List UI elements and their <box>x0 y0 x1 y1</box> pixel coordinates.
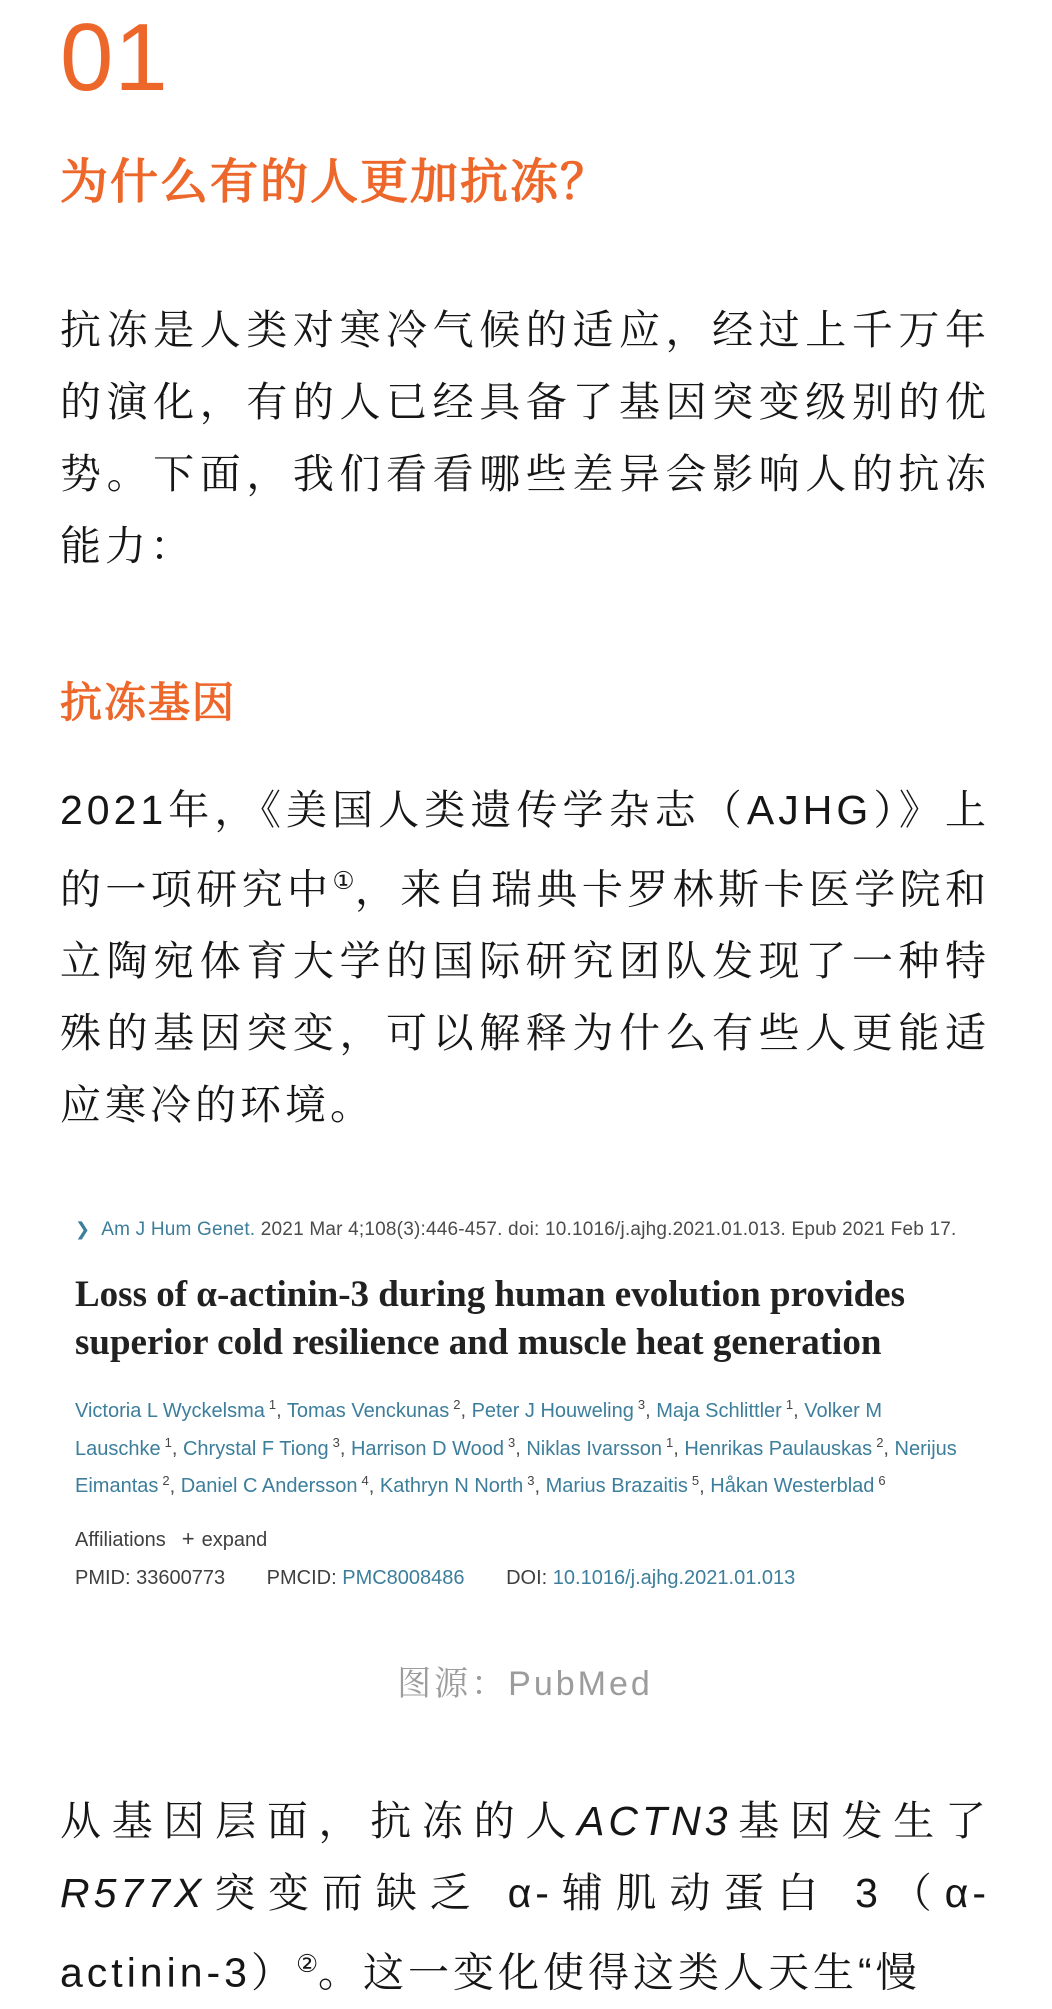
author-link[interactable]: Tomas Venckunas <box>286 1400 450 1423</box>
mutation-name-r577x: R577X <box>60 1870 206 1917</box>
paragraph-study-text: 2021年，《美国人类遗传学杂志（AJHG）》上的一项研究中 <box>60 786 990 913</box>
author-affiliation-sup: 1 <box>164 1435 172 1451</box>
author-separator: , <box>460 1400 472 1423</box>
author-link[interactable]: Marius Brazaitis <box>545 1475 688 1498</box>
author[interactable] <box>350 1435 516 1460</box>
expand-plus-icon[interactable]: + <box>181 1526 195 1552</box>
author-separator: , <box>169 1475 181 1498</box>
identifier-row <box>75 1567 990 1590</box>
paragraph-gene-text: 。这一变化使得这类人天生“慢 <box>318 1950 921 1997</box>
gene-name-actn3: ACTN3 <box>577 1798 732 1845</box>
author-link[interactable]: Volker M Lauschke <box>75 1400 883 1460</box>
pubmed-screenshot <box>60 1219 990 1590</box>
author-separator: , <box>699 1475 711 1498</box>
footnote-ref-2: ② <box>295 1951 319 1979</box>
author[interactable] <box>710 1472 886 1498</box>
author-link[interactable]: Harrison D Wood <box>350 1437 504 1460</box>
author-link[interactable]: Peter J Houweling <box>471 1400 634 1423</box>
doi-group <box>506 1567 795 1589</box>
author-affiliation-sup: 1 <box>785 1397 794 1413</box>
doi-label: DOI: <box>506 1567 548 1590</box>
author-separator: , <box>171 1437 183 1460</box>
author-affiliation-sup: 3 <box>527 1472 535 1488</box>
author-affiliation-sup: 6 <box>878 1472 886 1488</box>
affiliations-row <box>75 1526 990 1552</box>
chevron-right-icon: ❯ <box>75 1219 91 1240</box>
author-affiliation-sup: 2 <box>453 1397 461 1413</box>
journal-link[interactable]: Am J Hum Genet. <box>101 1219 256 1241</box>
author-link[interactable]: Nerijus Eimantas <box>75 1437 957 1498</box>
author-affiliation-sup: 5 <box>691 1472 700 1488</box>
author-link[interactable]: Kathryn N North <box>379 1475 524 1498</box>
image-source-caption: 图源：PubMed <box>397 1665 653 1704</box>
paragraph-gene-text: 突变而缺乏 α-辅肌动蛋白 3（α-actinin-3） <box>60 1870 990 1997</box>
pmid-label: PMID: <box>75 1567 131 1590</box>
author-affiliation-sup: 3 <box>332 1435 340 1451</box>
author-link[interactable]: Daniel C Andersson <box>180 1475 358 1498</box>
author-separator: , <box>276 1400 287 1423</box>
author-separator: , <box>883 1437 895 1460</box>
paragraph-intro: 抗冻是人类对寒冷气候的适应，经过上千万年的演化，有的人已经具备了基因突变级别的优势。下面，我们看看哪些差异会影响人的抗冻能力： <box>60 306 990 569</box>
subheading-antifreeze-gene: 抗冻基因 <box>60 678 237 726</box>
author-separator: , <box>515 1437 527 1460</box>
author-separator: , <box>368 1475 380 1498</box>
author-link[interactable]: Chrystal F Tiong <box>182 1437 329 1460</box>
author-list <box>75 1389 965 1502</box>
author-link[interactable]: Maja Schlittler <box>656 1400 782 1423</box>
paragraph-gene-text: 从基因层面，抗冻的人 <box>60 1798 578 1845</box>
section-title: 为什么有的人更加抗冻？ <box>60 155 611 209</box>
author-affiliation-sup: 3 <box>507 1435 516 1451</box>
author-separator: , <box>645 1400 657 1423</box>
author[interactable] <box>379 1472 535 1498</box>
paragraph-study-text: ，来自瑞典卡罗林斯卡医学院和立陶宛体育大学的国际研究团队发现了一种特殊的基因突变，可以解释为什么有些人更能适应寒冷的环境。 <box>60 866 991 1129</box>
author-affiliation-sup: 4 <box>361 1472 369 1488</box>
paragraph-gene-text: 基因发生了 <box>731 1798 991 1845</box>
author[interactable] <box>75 1397 277 1423</box>
footnote-ref-1: ① <box>332 867 355 895</box>
paragraph-gene <box>60 1785 990 2009</box>
author[interactable] <box>180 1472 369 1498</box>
author-link[interactable]: Håkan Westerblad <box>710 1475 875 1498</box>
author-affiliation-sup: 2 <box>162 1472 170 1488</box>
author[interactable] <box>286 1397 461 1423</box>
author-affiliation-sup: 2 <box>876 1435 884 1451</box>
affiliations-expand-button[interactable]: expand <box>201 1529 268 1552</box>
author[interactable] <box>182 1435 340 1460</box>
author[interactable] <box>684 1435 884 1460</box>
author[interactable] <box>471 1397 646 1423</box>
paper-title: Loss of α-actinin-3 during human evolution provides superior cold resilience and muscle heat generation <box>75 1274 906 1364</box>
pubmed-citation <box>75 1219 990 1241</box>
pmid-group <box>75 1567 225 1589</box>
section-number: 01 <box>60 4 169 111</box>
affiliations-label: Affiliations <box>75 1529 166 1552</box>
author-separator: , <box>534 1475 546 1498</box>
author-separator: , <box>339 1437 351 1460</box>
author-link[interactable]: Victoria L Wyckelsma <box>75 1400 265 1423</box>
paragraph-study <box>60 774 990 1142</box>
author-separator: , <box>793 1400 805 1423</box>
author-affiliation-sup: 1 <box>665 1435 674 1451</box>
pmcid-group <box>267 1567 465 1589</box>
author[interactable] <box>656 1397 794 1423</box>
doi-link[interactable]: 10.1016/j.ajhg.2021.01.013 <box>552 1567 796 1590</box>
author[interactable] <box>545 1472 700 1498</box>
author-separator: , <box>673 1437 685 1460</box>
author[interactable] <box>526 1435 674 1460</box>
author-affiliation-sup: 3 <box>637 1397 646 1413</box>
author-link[interactable]: Henrikas Paulauskas <box>684 1437 873 1460</box>
author-link[interactable]: Niklas Ivarsson <box>526 1437 662 1460</box>
citation-details: 2021 Mar 4;108(3):446-457. doi: 10.1016/j.ajhg.2021.01.013. Epub 2021 Feb 17. <box>255 1219 957 1241</box>
pmid-value: 33600773 <box>136 1567 226 1590</box>
pmcid-label: PMCID: <box>266 1567 337 1590</box>
pmcid-link[interactable]: PMC8008486 <box>342 1567 465 1590</box>
author-affiliation-sup: 1 <box>268 1397 277 1413</box>
